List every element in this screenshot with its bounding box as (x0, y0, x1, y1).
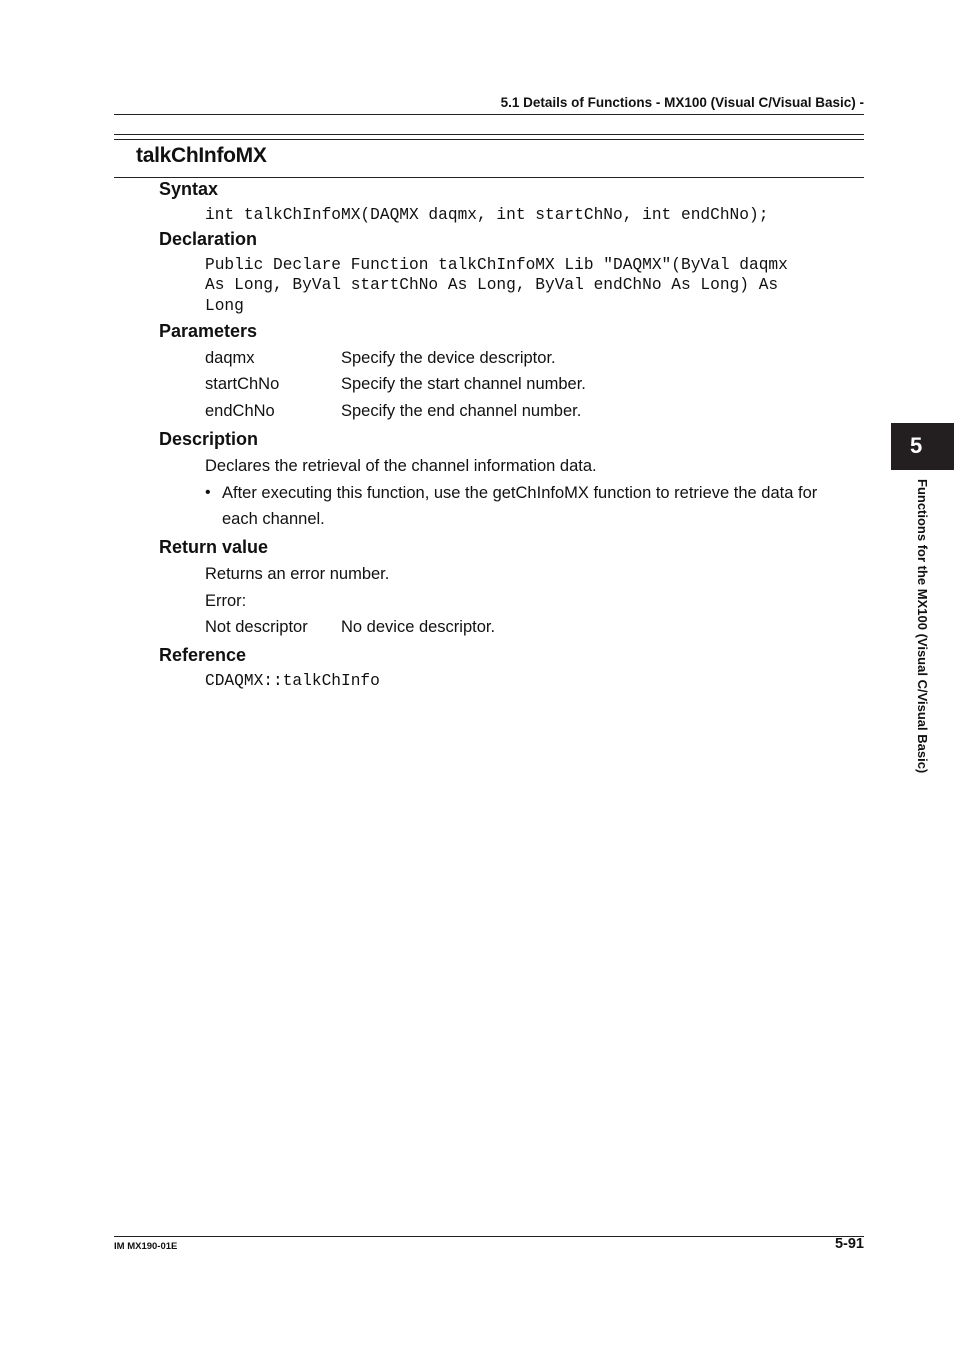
declaration-line: Long (205, 297, 244, 315)
parameter-description: Specify the device descriptor. (341, 349, 556, 367)
parameter-description: Specify the start channel number. (341, 375, 586, 393)
description-text: Declares the retrieval of the channel information data. (205, 457, 597, 475)
parameter-name: daqmx (205, 349, 255, 367)
document-id: IM MX190-01E (114, 1241, 178, 1252)
declaration-line: Public Declare Function talkChInfoMX Lib "DAQMX"(ByVal daqmx (205, 256, 788, 274)
chapter-tab: 5 (891, 423, 954, 470)
title-rule-top-1 (114, 134, 864, 135)
parameters-heading: Parameters (159, 321, 258, 341)
return-value-text: Returns an error number. (205, 565, 390, 583)
description-bullet-line: each channel. (222, 510, 325, 528)
return-value-heading: Return value (159, 537, 269, 557)
running-header: 5.1 Details of Functions - MX100 (Visual C/Visual Basic) - (500, 95, 864, 110)
syntax-code: int talkChInfoMX(DAQMX daqmx, int startChNo, int endChNo); (205, 206, 769, 224)
parameter-name: endChNo (205, 402, 275, 420)
reference-code: CDAQMX::talkChInfo (205, 672, 380, 690)
description-bullet-line: After executing this function, use the getChInfoMX function to retrieve the data for (222, 484, 818, 502)
footer-rule (114, 1236, 864, 1237)
syntax-heading: Syntax (159, 179, 219, 199)
error-name: Not descriptor (205, 618, 308, 636)
chapter-side-title: Functions for the MX100 (Visual C/Visual Basic) (915, 479, 930, 774)
bullet-icon: • (205, 484, 211, 501)
declaration-line: As Long, ByVal startChNo As Long, ByVal endChNo As Long) As (205, 276, 779, 294)
error-label: Error: (205, 592, 247, 610)
header-rule (114, 114, 864, 115)
title-rule-bottom (114, 177, 864, 178)
function-title: talkChInfoMX (136, 144, 267, 167)
reference-heading: Reference (159, 645, 247, 665)
declaration-heading: Declaration (159, 229, 258, 249)
page-number: 5-91 (834, 1236, 864, 1252)
parameter-description: Specify the end channel number. (341, 402, 582, 420)
parameter-name: startChNo (205, 375, 280, 393)
error-description: No device descriptor. (341, 618, 496, 636)
title-rule-top-2 (114, 139, 864, 140)
description-heading: Description (159, 429, 259, 449)
